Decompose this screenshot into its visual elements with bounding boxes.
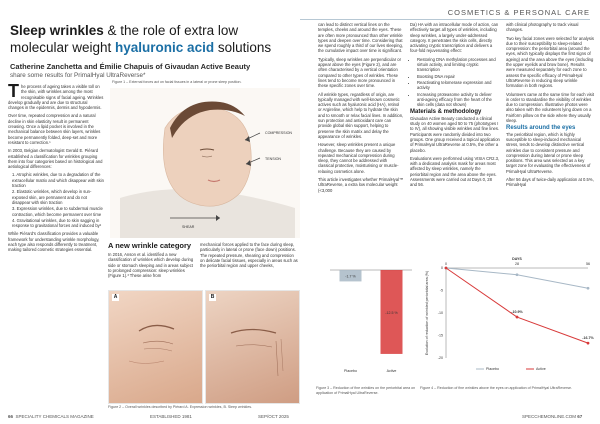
photo-label: B xyxy=(210,294,215,300)
list-item: • Increasing proteasome activity to deliver anti-ageing efficacy from the heart of the skin cells (data not shown) xyxy=(417,92,500,108)
footer-date: SEP/OCT 2025 xyxy=(258,414,289,419)
page-number: 67 xyxy=(577,414,583,419)
data-label: -12.5 % xyxy=(385,310,398,315)
column-4 xyxy=(318,22,404,196)
article-authors: Catherine Zanchetta and Émilie Chapuis of Givaudan Active Beauty xyxy=(10,62,251,71)
figure-3-caption: Figure 3 – Reduction of fine wrinkles on the periorbital area on application of PrimalHyal UltraReverse. xyxy=(316,386,416,395)
category-label: Active xyxy=(386,369,397,373)
paragraph: While Piérard's classification provides a valuable framework for understanding wrinkle morphology, each type also responds differently to treatment, making tailored cosmetic strategies essential. xyxy=(8,231,100,253)
intro-paragraph: he process of ageing takes a visible toll on the skin, with wrinkles among the most recognisable signs of facial ageing. Wrinkles develop gradually and are due to structural changes in the epidermis, dermis and hypodermis. xyxy=(8,84,104,111)
list-item: 1. Atrophic wrinkles, due to a degradation of the extracellular matrix and which disappear with skin traction xyxy=(12,172,104,189)
section-heading-results: Results around the eyes xyxy=(506,125,576,132)
x-tick-label: 0 xyxy=(445,262,447,266)
data-label: -1.7 % xyxy=(345,274,356,279)
section-heading-methods: Materials & methodology xyxy=(410,109,482,116)
article-title xyxy=(10,22,300,56)
title-part-a: Sleep wrinkles xyxy=(10,23,104,38)
footer-right xyxy=(522,414,582,419)
figure-1-caption: Figure 1 – External forces act on facial tissues in a lateral or prone sleep position. xyxy=(112,80,242,84)
x-tick-label: 56 xyxy=(586,262,590,266)
paragraph: This article investigates whether PrimalHyal™ UltraReverse, a extra low molecular weight (<3,000 xyxy=(318,177,404,193)
paragraph: Two key facial zones were selected for analysis due to their susceptibility to sleep-related compression: the periorbital area (around the eyes, which typically displays the first signs of ageing) and the area above the eyes (including the upper eyelids and brow bone). Results were measured separately for each zone to assess the specific efficacy of PrimalHyal UltraReverse in reducing sleep wrinkle formation in both regions. xyxy=(506,35,594,89)
paragraph: Givaudan Active Beauty conducted a clinical study on 40 women aged 50 to 75 (phototypes I to IV), all showing visible wrinkles and fine lines. Participants were randomly divided into two groups. One group received a topical application of PrimalHyal UltraReverse at 0.5%, the other a placebo. xyxy=(410,115,500,153)
data-label: -16.7% xyxy=(582,336,594,341)
paragraph: mechanical forces applied to the face during sleep, particularly in lateral or prone (face down) positions. The repeated pressure, shearing and compression on delicate facial tissues, especially in areas such as the periorbital region and upper cheeks, xyxy=(200,242,298,269)
list-item: 3. Expression wrinkles, due to subdermal muscle contraction, which become permanent over time xyxy=(12,206,103,217)
paragraph: Typically, sleep wrinkles are perpendicular or appear above the eyes (Figure 2), and are often characterised by a vertical orientation compared to other types of wrinkles. These lines tend to become more pronounced in these specific zones over time. xyxy=(318,56,402,89)
footer-left xyxy=(8,414,94,419)
header-divider xyxy=(300,19,590,20)
paragraph: In 2003, Belgian dermatologist Gerald E. Piérard established a classification for wrinkles grouping them into four categories based on histological and aetiological differences: xyxy=(8,148,103,170)
photo-expression-wrinkles xyxy=(108,290,203,404)
list-item: • Boosting DNA repair xyxy=(417,74,500,79)
y-tick-label: 0 xyxy=(441,266,443,270)
figure-3-bar-chart xyxy=(316,256,418,384)
list-item: 4. Gravitational wrinkles, due to skin sagging in response to gravitational forces and induced by² xyxy=(12,217,102,229)
article-subtitle: share some results for PrimalHyal UltraReverse* xyxy=(10,72,146,79)
paragraph: All wrinkle types, regardless of origin, are typically managed with well-known cosmetic actives such as hyaluronic acid (HA), retinol or Argireline, which help to hydrate the skin and to smooth or relax facial lines. In addition, sun protection and antioxidant care can provide global skin support, helping to preserve the skin matrix and delay the appearance of wrinkles. xyxy=(318,91,404,139)
footer-established: ESTABLISHED 1981 xyxy=(150,414,192,419)
figure-4-caption: Figure 4 – Reduction of fine wrinkles above the eyes on application of PrimalHyal UltraReverse. xyxy=(420,386,573,390)
shear-label: SHEAR xyxy=(182,225,195,229)
title-part-d: solutions xyxy=(214,40,272,55)
legend-label: Active xyxy=(536,367,546,371)
data-label: -10.9% xyxy=(511,310,523,315)
paragraph: In 2016, Anson et al. identified a new classification of wrinkles which develop during side or stomach sleeping and in areas subject to prolonged compression: sleep wrinkles (Figure 1).³ These arise from xyxy=(108,252,194,279)
figure-1-illustration xyxy=(110,88,300,238)
column-5 xyxy=(410,22,500,191)
section-header: COSMETICS & PERSONAL CARE xyxy=(447,8,590,17)
paragraph: can lead to distinct vertical lines on the temples, cheeks and around the eyes. These are often more pronounced than other wrinkle types and deepen over time. Considering that we spend roughly a third of our lives sleeping, the cumulative impact over time is significant. xyxy=(318,22,403,54)
paragraph: Volunteers came at the same time for each visit in order to standardise the visibility of wrinkles due to compression. Illustrative photos were also taken with the volunteers lying down on a Fairform pillow on the side where they usually sleep. xyxy=(506,91,594,124)
effects-list xyxy=(410,57,500,108)
wrinkle-type-list xyxy=(8,172,104,228)
data-point xyxy=(445,267,448,270)
publication-name: SPECIALITY CHEMICALS MAGAZINE xyxy=(15,414,94,419)
list-item: • Restoring DNA methylation processes and sirtuin activity, and limiting cryptic transcription xyxy=(417,57,500,73)
photo-label: A xyxy=(113,294,118,300)
paragraph: with clinical photography to track visual changes. xyxy=(506,22,579,33)
column-2 xyxy=(108,242,194,281)
x-axis-label: DAYS xyxy=(512,257,522,261)
list-item: • Reactivating telomerase expression and activity xyxy=(417,80,500,91)
website: SPECCHEMONLINE.COM xyxy=(522,414,577,419)
title-part-c: hyaluronic acid xyxy=(115,40,215,55)
title-part-b: & the role of extra low molecular weight xyxy=(10,23,239,55)
paragraph: Over time, repeated compression and a natural decline in skin elasticity result in permanent creasing. Once a lipid pocket is involved in the mechanical balance between skin layers, wrinkles become permanently folded, deep-set and more resistant to correction.¹ xyxy=(8,113,101,145)
y-tick-label: -15 xyxy=(437,333,443,338)
legend-label: Placebo xyxy=(486,367,499,371)
column-6 xyxy=(506,22,594,191)
page-number: 66 xyxy=(8,414,14,419)
column-1 xyxy=(8,81,104,256)
data-point xyxy=(587,287,590,290)
data-point xyxy=(516,316,519,319)
y-tick-label: -10 xyxy=(437,311,443,315)
paragraph: After 56 days of twice-daily application at 0.5%, PrimalHyal xyxy=(506,177,594,188)
drop-cap: T xyxy=(8,81,19,101)
photo-sleep-wrinkles xyxy=(205,290,300,404)
y-tick-label: -5 xyxy=(439,288,443,293)
category-label: Placebo xyxy=(344,369,357,373)
paragraph: However, sleep wrinkles present a unique challenge. Because they are caused by repeated mechanical compression during sleep, they cannot be addressed with classical protective, moisturising or muscle-relaxing cosmetics alone. xyxy=(318,142,399,174)
data-point xyxy=(587,342,590,345)
paragraph: Evaluations were performed using VISIA CR2.3, with a dedicated analysis mask for areas most affected by sleep wrinkles, namely the periorbital region and the area above the eyes. Assessments were carried out at Days 0, 28 and 56. xyxy=(410,155,500,188)
compression-label: COMPRESSION xyxy=(265,131,292,135)
y-axis-label: Evolution of reduction of wrinkled periorbital area (%) xyxy=(425,270,429,356)
figure-2-caption: Figure 2 – Overall wrinkles described by Piérard A. Expression wrinkles, B. Sleep wrinkles. xyxy=(108,405,253,409)
figure-2 xyxy=(108,290,298,408)
data-point xyxy=(516,273,519,276)
paragraph: The periorbital region, which is highly susceptible to sleep-induced mechanical stress, tends to develop distinctive vertical wrinkles due to consistent pressure and compression during lateral or prone sleep positions. This area was selected as a key target zone for evaluating the effectiveness of PrimalHyal UltraReverse. xyxy=(506,131,591,174)
list-item: 2. Elastotic wrinkles, which develop in sun-exposed skin, are permanent and do not disappear with skin traction xyxy=(12,189,92,205)
series-line-placebo xyxy=(446,268,588,288)
x-tick-label: 28 xyxy=(515,262,519,266)
tension-label: TENSION xyxy=(265,157,281,161)
paragraph: Da) HA with an intracellular mode of action, can effectively target all types of wrinkles, including sleep wrinkles, a largely under-addressed category. It penetrates the skin cells, directly activating cryptic transcription and delivers a four-fold rejuvenating effect: xyxy=(410,22,499,54)
column-3 xyxy=(200,242,298,271)
y-tick-label: -20 xyxy=(437,356,443,360)
series-line-active xyxy=(446,268,588,343)
figure-4-line-chart xyxy=(420,256,596,384)
section-heading-new-category: A new wrinkle category xyxy=(108,241,192,250)
